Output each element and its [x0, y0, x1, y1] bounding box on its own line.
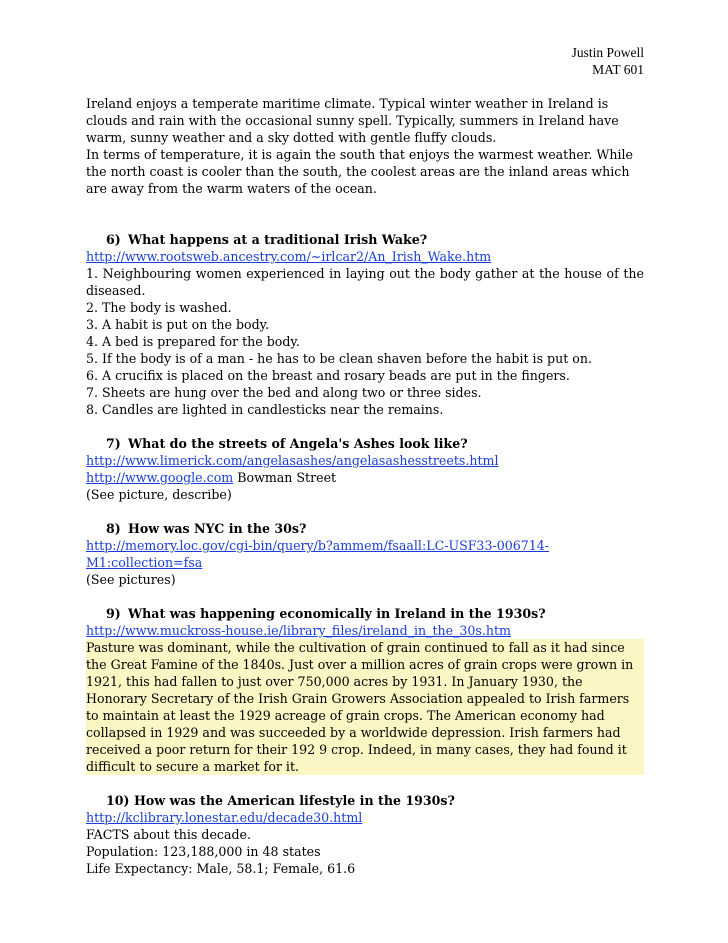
- question-8-text: How was NYC in the 30s?: [128, 521, 307, 536]
- bowman-street-text: Bowman Street: [233, 470, 337, 485]
- list-item: 2. The body is washed.: [86, 300, 232, 315]
- question-7-heading: [86, 435, 644, 452]
- intro-paragraph-1: Ireland enjoys a temperate maritime climate. Typical winter weather in Ireland is clouds and rain with the occasional sunny spell. Typically, summers in Ireland have warm, sunny weather and a sky dotted with gentle fluffy clouds.: [86, 96, 619, 145]
- question-8-heading: [86, 520, 644, 537]
- question-6-number: 6): [106, 232, 121, 247]
- list-item: 5. If the body is of a man - he has to be clean shaven before the habit is put on.: [86, 351, 592, 366]
- question-6-text: What happens at a traditional Irish Wake?: [128, 232, 428, 247]
- intro-paragraph-2: In terms of temperature, it is again the south that enjoys the warmest weather. While the north coast is cooler than the south, the coolest areas are the inland areas which are away from the warm waters of the ocean.: [86, 147, 633, 196]
- link-muckross-house[interactable]: http://www.muckross-house.ie/library_files/ireland_in_the_30s.htm: [86, 623, 511, 638]
- link-google[interactable]: http://www.google.com: [86, 470, 234, 485]
- population-line: Population: 123,188,000 in 48 states: [86, 844, 321, 859]
- question-9-number: 9): [106, 606, 121, 621]
- link-angelas-ashes-streets[interactable]: http://www.limerick.com/angelasashes/angelasashesstreets.html: [86, 453, 499, 468]
- highlighted-economy-paragraph: Pasture was dominant, while the cultivation of grain continued to fall as it had since the Great Famine of the 1840s. Just over a million acres of grain crops were grown in 1921, this had fallen to just over 750,000 acres by 1931. In January 1930, the Honorary Secretary of the Irish Grain Growers Association appealed to Irish farmers to maintain at least the 1929 acreage of grain crops. The American economy had collapsed in 1929 and was succeeded by a worldwide depression. Irish farmers had received a poor return for their 192 9 crop. Indeed, in many cases, they had found it difficult to secure a market for it.: [86, 639, 644, 775]
- list-item: 6. A crucifix is placed on the breast and rosary beads are put in the fingers.: [86, 368, 570, 383]
- question-9-text: What was happening economically in Ireland in the 1930s?: [128, 606, 546, 621]
- list-item: 1. Neighbouring women experienced in laying out the body gather at the house of the diseased.: [86, 266, 644, 298]
- wake-steps-list: [86, 265, 644, 418]
- question-7-number: 7): [106, 436, 121, 451]
- facts-line: FACTS about this decade.: [86, 827, 251, 842]
- question-7-text: What do the streets of Angela's Ashes look like?: [128, 436, 468, 451]
- section-8-note: (See pictures): [86, 572, 176, 587]
- list-item: 3. A habit is put on the body.: [86, 317, 270, 332]
- question-9-heading: [86, 605, 644, 622]
- document-header: [86, 44, 644, 78]
- question-8-number: 8): [106, 521, 121, 536]
- question-10-heading: [86, 792, 644, 809]
- question-10-text: How was the American lifestyle in the 1930s?: [134, 793, 455, 808]
- link-irish-wake[interactable]: http://www.rootsweb.ancestry.com/~irlcar2/An_Irish_Wake.htm: [86, 249, 492, 264]
- section-7-note: (See picture, describe): [86, 487, 232, 502]
- author-name: Justin Powell: [571, 45, 644, 60]
- list-item: 8. Candles are lighted in candlesticks near the remains.: [86, 402, 444, 417]
- list-item: 4. A bed is prepared for the body.: [86, 334, 300, 349]
- question-10-number: 10): [106, 793, 130, 808]
- list-item: 7. Sheets are hung over the bed and along two or three sides.: [86, 385, 482, 400]
- course-code: MAT 601: [592, 62, 644, 77]
- link-loc-memory[interactable]: http://memory.loc.gov/cgi-bin/query/b?ammem/fsaall:LC-USF33-006714-M1:collection=fsa: [86, 538, 550, 570]
- link-kclibrary[interactable]: http://kclibrary.lonestar.edu/decade30.html: [86, 810, 363, 825]
- document-page: [86, 44, 644, 877]
- question-6-heading: [86, 231, 644, 248]
- life-expectancy-line: Life Expectancy: Male, 58.1; Female, 61.6: [86, 861, 356, 876]
